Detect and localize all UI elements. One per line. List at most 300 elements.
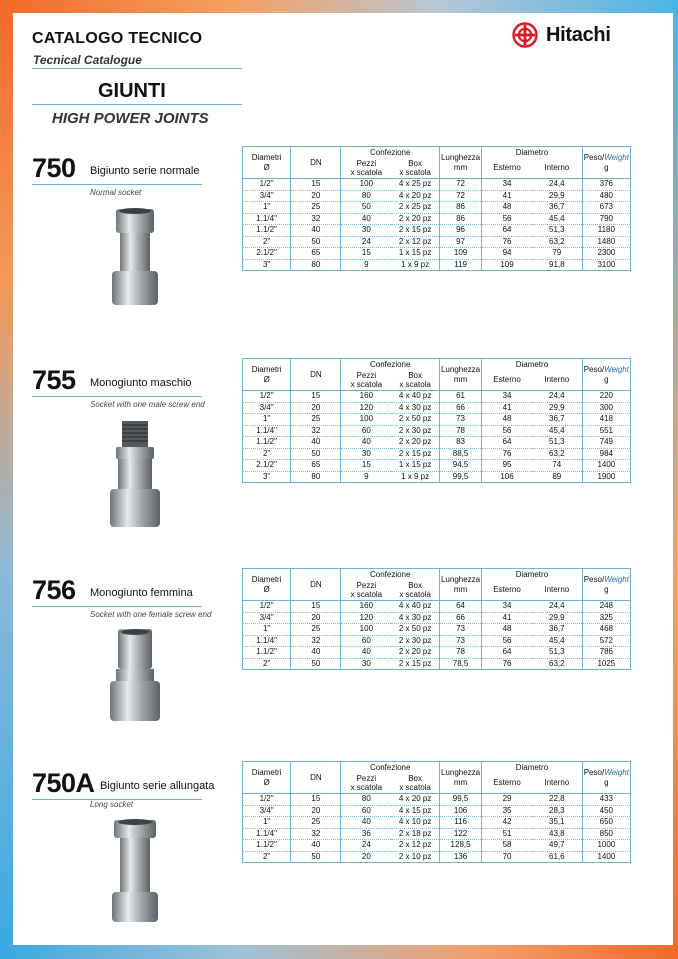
cell-box: 1 x 15 pz [398,460,432,470]
cell-lunghezza: 128,5 [439,840,481,852]
header-x-scatola: x scatola [399,168,431,178]
col-box [391,371,439,391]
cell-interno: 79 [552,248,562,258]
header-g: g [604,162,609,172]
cell-interno: 91,8 [549,259,565,269]
cell-diametri: 3/4" [243,805,291,817]
cell-box: 2 x 20 pz [398,213,432,223]
col-interno: Interno [544,585,570,595]
cell-diametri: 2" [243,448,291,460]
col-diametri [243,762,291,794]
product-table-755 [242,358,631,483]
cell-esterno: 41 [482,612,532,624]
female-socket-image [102,629,168,729]
cell-peso: 3100 [582,259,630,271]
cell-interno: 51,3 [549,225,565,235]
cell-interno: 36,7 [549,624,565,634]
col-pezzi [341,774,391,794]
cell-peso: 650 [582,817,630,829]
col-diametri [243,359,291,391]
cell-pezzi: 9 [341,471,391,483]
cell-diametri: 1/2" [243,794,291,806]
cell-pezzi: 30 [341,658,391,670]
product-name: Bigiunto serie normale [90,165,200,177]
cell-peso: 572 [582,635,630,647]
header-box: Box [408,158,422,168]
col-lunghezza [439,359,481,391]
cell-lunghezza: 72 [439,179,481,191]
male-socket-image [102,419,168,529]
table-row [243,460,631,472]
cell-box: 2 x 50 pz [398,624,432,634]
top-gradient-bar [0,0,678,13]
product-code: 756 [32,575,76,605]
cell-peso: 220 [582,391,630,403]
cell-peso: 786 [582,647,630,659]
cell-esterno: 35 [482,805,532,817]
product-name-en: Socket with one male screw end [90,400,205,409]
cell-lunghezza: 72 [439,190,481,202]
cell-peso: 1025 [582,658,630,670]
header-diametri: Diametri [251,574,282,584]
product-name-en: Socket with one female screw end [90,610,212,619]
header-pezzi: Pezzi [356,773,377,783]
cell-pezzi: 50 [341,202,391,214]
cell-interno: 29,9 [549,612,565,622]
cell-box: 2 x 15 pz [398,448,432,458]
cell-dn: 50 [291,851,341,863]
col-diametri [243,569,291,601]
col-peso [582,762,630,794]
header-x-scatola: x scatola [350,168,383,178]
cell-dn: 80 [291,259,341,271]
product-name: Monogiunto maschio [90,377,192,389]
cell-interno: 49,7 [549,840,565,850]
cell-peso: 433 [582,794,630,806]
cell-dn: 15 [291,601,341,613]
cell-dn: 80 [291,471,341,483]
table-row [243,805,631,817]
section-divider [32,104,242,105]
cell-interno: 51,3 [549,437,565,447]
cell-box: 2 x 10 pz [398,851,432,861]
cell-diametri: 1.1/2" [243,647,291,659]
section-subtitle: HIGH POWER JOINTS [52,110,209,127]
header-g: g [604,584,609,594]
header-x-scatola: x scatola [350,380,383,390]
cell-dn: 15 [291,391,341,403]
cell-lunghezza: 116 [439,817,481,829]
table-row [243,601,631,613]
cell-pezzi: 100 [341,624,391,636]
cell-lunghezza: 73 [439,635,481,647]
cell-esterno: 51 [482,828,532,840]
col-pezzi [341,581,391,601]
table-row [243,236,631,248]
brand-name: Hitachi [546,23,611,46]
section-title: GIUNTI [98,80,166,102]
cell-pezzi: 120 [341,612,391,624]
col-confezione: Confezione [341,147,439,159]
col-interno: Interno [544,375,570,385]
table-row [243,635,631,647]
header-lunghezza: Lunghezza [440,767,481,777]
cell-dn: 32 [291,635,341,647]
cell-pezzi: 30 [341,448,391,460]
col-esterno: Esterno [482,774,532,794]
cell-pezzi: 40 [341,437,391,449]
cell-interno: 29,9 [549,190,565,200]
cell-pezzi: 24 [341,840,391,852]
cell-pezzi: 120 [341,402,391,414]
cell-box: 2 x 18 pz [398,828,432,838]
product-code: 755 [32,365,76,395]
cell-lunghezza: 106 [439,805,481,817]
cell-pezzi: 60 [341,425,391,437]
header-diam-symbol: Ø [263,162,270,172]
cell-interno: 45,4 [549,425,565,435]
cell-dn: 40 [291,437,341,449]
cell-pezzi: 36 [341,828,391,840]
col-diametro: Diametro [482,569,583,581]
header-diametri: Diametri [251,152,282,162]
header-weight: Weight [604,767,629,777]
cell-esterno: 70 [482,851,532,863]
cell-box: 4 x 15 pz [398,805,432,815]
cell-lunghezza: 88,5 [439,448,481,460]
cell-esterno: 94 [482,248,532,260]
cell-esterno: 64 [482,225,532,237]
header-diam-symbol: Ø [263,777,270,787]
cell-esterno: 29 [482,794,532,806]
table-row [243,414,631,426]
cell-box: 4 x 40 pz [398,601,432,611]
col-peso [582,569,630,601]
cell-peso: 248 [582,601,630,613]
cell-esterno: 76 [482,236,532,248]
cell-diametri: 2" [243,658,291,670]
cell-esterno: 56 [482,635,532,647]
cell-lunghezza: 136 [439,851,481,863]
cell-interno: 24,4 [549,601,565,611]
cell-box: 4 x 30 pz [398,402,432,412]
cell-diametri: 2.1/2" [243,248,291,260]
col-esterno: Esterno [482,371,532,391]
cell-peso: 418 [582,414,630,426]
table-row [243,225,631,237]
cell-diametri: 2" [243,236,291,248]
cell-lunghezza: 66 [439,612,481,624]
cell-interno: 28,3 [549,805,565,815]
cell-lunghezza: 119 [439,259,481,271]
cell-dn: 15 [291,794,341,806]
header-pezzi: Pezzi [356,580,377,590]
table-row [243,828,631,840]
cell-dn: 50 [291,236,341,248]
header-diametri: Diametri [251,767,282,777]
long-socket-image [102,818,168,924]
cell-dn: 65 [291,460,341,472]
col-box [391,581,439,601]
table-row [243,391,631,403]
cell-box: 2 x 12 pz [398,236,432,246]
product-name: Bigiunto serie allungata [100,780,215,792]
cell-diametri: 1" [243,817,291,829]
cell-peso: 300 [582,402,630,414]
col-peso [582,359,630,391]
cell-dn: 50 [291,448,341,460]
cell-pezzi: 100 [341,179,391,191]
cell-pezzi: 20 [341,851,391,863]
product-code: 750 [32,153,76,183]
product-table-756 [242,568,631,670]
header-x-scatola: x scatola [350,783,383,793]
cell-dn: 25 [291,817,341,829]
cell-diametri: 3/4" [243,402,291,414]
cell-peso: 749 [582,437,630,449]
header-diam-symbol: Ø [263,584,270,594]
cell-diametri: 1.1/4" [243,828,291,840]
cell-dn: 20 [291,805,341,817]
col-esterno: Esterno [482,159,532,179]
cell-esterno: 48 [482,202,532,214]
table-row [243,647,631,659]
cell-box: 4 x 30 pz [398,612,432,622]
cell-esterno: 56 [482,213,532,225]
cell-lunghezza: 61 [439,391,481,403]
cell-peso: 468 [582,624,630,636]
cell-diametri: 1.1/4" [243,635,291,647]
cell-box: 4 x 10 pz [398,817,432,827]
header-box: Box [408,370,422,380]
table-row [243,612,631,624]
table-row [243,202,631,214]
cell-box: 1 x 9 pz [401,471,430,481]
cell-diametri: 3" [243,259,291,271]
header-mm: mm [453,584,468,594]
col-diametro: Diametro [482,359,583,371]
cell-box: 2 x 20 pz [398,647,432,657]
cell-interno: 29,9 [549,402,565,412]
cell-box: 2 x 50 pz [398,414,432,424]
table-row [243,213,631,225]
table-row [243,817,631,829]
header-g: g [604,374,609,384]
col-dn: DN [291,569,341,601]
header-diam-symbol: Ø [263,374,270,384]
col-confezione: Confezione [341,569,439,581]
header-mm: mm [453,777,468,787]
cell-interno: 63,2 [549,236,565,246]
col-pezzi [341,159,391,179]
cell-esterno: 48 [482,624,532,636]
table-body [243,794,631,863]
hitachi-mark-icon [512,22,538,48]
cell-dn: 40 [291,647,341,659]
cell-lunghezza: 73 [439,414,481,426]
catalog-subtitle: Tecnical Catalogue [33,53,142,67]
cell-peso: 480 [582,190,630,202]
bottom-gradient-bar [0,945,678,959]
cell-pezzi: 60 [341,635,391,647]
header-pezzi: Pezzi [356,370,377,380]
cell-dn: 25 [291,624,341,636]
header-lunghezza: Lunghezza [440,364,481,374]
cell-lunghezza: 122 [439,828,481,840]
cell-interno: 22,8 [549,794,565,804]
table-row [243,179,631,191]
cell-esterno: 34 [482,179,532,191]
cell-esterno: 106 [482,471,532,483]
cell-dn: 32 [291,425,341,437]
product-name-en: Long socket [90,800,134,809]
header-diametri: Diametri [251,364,282,374]
cell-interno: 36,7 [549,202,565,212]
cell-peso: 984 [582,448,630,460]
table-row [243,425,631,437]
cell-box: 1 x 9 pz [401,259,430,269]
col-dn: DN [291,762,341,794]
cell-esterno: 76 [482,658,532,670]
cell-peso: 450 [582,805,630,817]
brand-logo [512,22,611,48]
cell-dn: 20 [291,190,341,202]
cell-diametri: 1.1/4" [243,213,291,225]
cell-esterno: 42 [482,817,532,829]
col-box [391,159,439,179]
cell-lunghezza: 96 [439,225,481,237]
col-lunghezza [439,569,481,601]
col-peso [582,147,630,179]
cell-pezzi: 30 [341,225,391,237]
cell-pezzi: 80 [341,190,391,202]
cell-esterno: 76 [482,448,532,460]
cell-interno: 45,4 [549,635,565,645]
col-interno: Interno [544,163,570,173]
cell-diametri: 3/4" [243,612,291,624]
cell-interno: 51,3 [549,647,565,657]
table-row [243,471,631,483]
cell-interno: 45,4 [549,213,565,223]
product-underline [32,606,202,607]
cell-diametri: 3/4" [243,190,291,202]
col-interno: Interno [544,778,570,788]
cell-box: 2 x 30 pz [398,635,432,645]
cell-diametri: 1/2" [243,391,291,403]
cell-dn: 20 [291,402,341,414]
cell-box: 2 x 15 pz [398,658,432,668]
cell-box: 2 x 15 pz [398,225,432,235]
table-body [243,391,631,483]
cell-esterno: 56 [482,425,532,437]
cell-interno: 36,7 [549,414,565,424]
cell-box: 4 x 20 pz [398,190,432,200]
cell-pezzi: 40 [341,817,391,829]
cell-interno: 74 [552,460,562,470]
cell-lunghezza: 83 [439,437,481,449]
cell-lunghezza: 99,5 [439,794,481,806]
product-underline [32,396,202,397]
cell-esterno: 41 [482,190,532,202]
cell-diametri: 1.1/4" [243,425,291,437]
cell-peso: 790 [582,213,630,225]
header-weight: Weight [604,574,629,584]
cell-dn: 20 [291,612,341,624]
cell-peso: 1400 [582,460,630,472]
table-row [243,624,631,636]
cell-peso: 1400 [582,851,630,863]
col-diametro: Diametro [482,147,583,159]
table-row [243,840,631,852]
col-lunghezza [439,762,481,794]
cell-dn: 32 [291,828,341,840]
cell-peso: 850 [582,828,630,840]
cell-interno: 24,4 [549,179,565,189]
cell-box: 4 x 40 pz [398,391,432,401]
cell-peso: 376 [582,179,630,191]
cell-lunghezza: 94,5 [439,460,481,472]
cell-box: 4 x 25 pz [398,179,432,189]
header-x-scatola: x scatola [350,590,383,600]
cell-lunghezza: 73 [439,624,481,636]
cell-pezzi: 40 [341,647,391,659]
cell-peso: 1180 [582,225,630,237]
header-mm: mm [453,374,468,384]
table-row [243,448,631,460]
cell-box: 2 x 25 pz [398,202,432,212]
col-pezzi [341,371,391,391]
cell-lunghezza: 99,5 [439,471,481,483]
table-row [243,248,631,260]
table-row [243,190,631,202]
cell-esterno: 64 [482,647,532,659]
cell-lunghezza: 86 [439,202,481,214]
cell-pezzi: 160 [341,601,391,613]
cell-esterno: 58 [482,840,532,852]
cell-diametri: 1/2" [243,179,291,191]
cell-lunghezza: 66 [439,402,481,414]
cell-peso: 551 [582,425,630,437]
cell-esterno: 48 [482,414,532,426]
cell-dn: 40 [291,840,341,852]
cell-diametri: 2" [243,851,291,863]
cell-interno: 89 [552,471,562,481]
cell-box: 1 x 15 pz [398,248,432,258]
cell-esterno: 109 [482,259,532,271]
cell-esterno: 95 [482,460,532,472]
cell-interno: 61,6 [549,851,565,861]
col-confezione: Confezione [341,762,439,774]
table-row [243,259,631,271]
product-underline [32,184,202,185]
cell-esterno: 34 [482,601,532,613]
cell-peso: 1900 [582,471,630,483]
cell-dn: 25 [291,202,341,214]
header-x-scatola: x scatola [399,590,431,600]
cell-pezzi: 60 [341,805,391,817]
cell-peso: 2300 [582,248,630,260]
product-code: 750A [32,768,95,798]
header-box: Box [408,773,422,783]
table-row [243,437,631,449]
normal-socket-image [102,207,168,307]
col-esterno: Esterno [482,581,532,601]
cell-diametri: 2.1/2" [243,460,291,472]
cell-diametri: 1.1/2" [243,840,291,852]
cell-box: 2 x 20 pz [398,437,432,447]
product-name: Monogiunto femmina [90,587,193,599]
cell-pezzi: 24 [341,236,391,248]
